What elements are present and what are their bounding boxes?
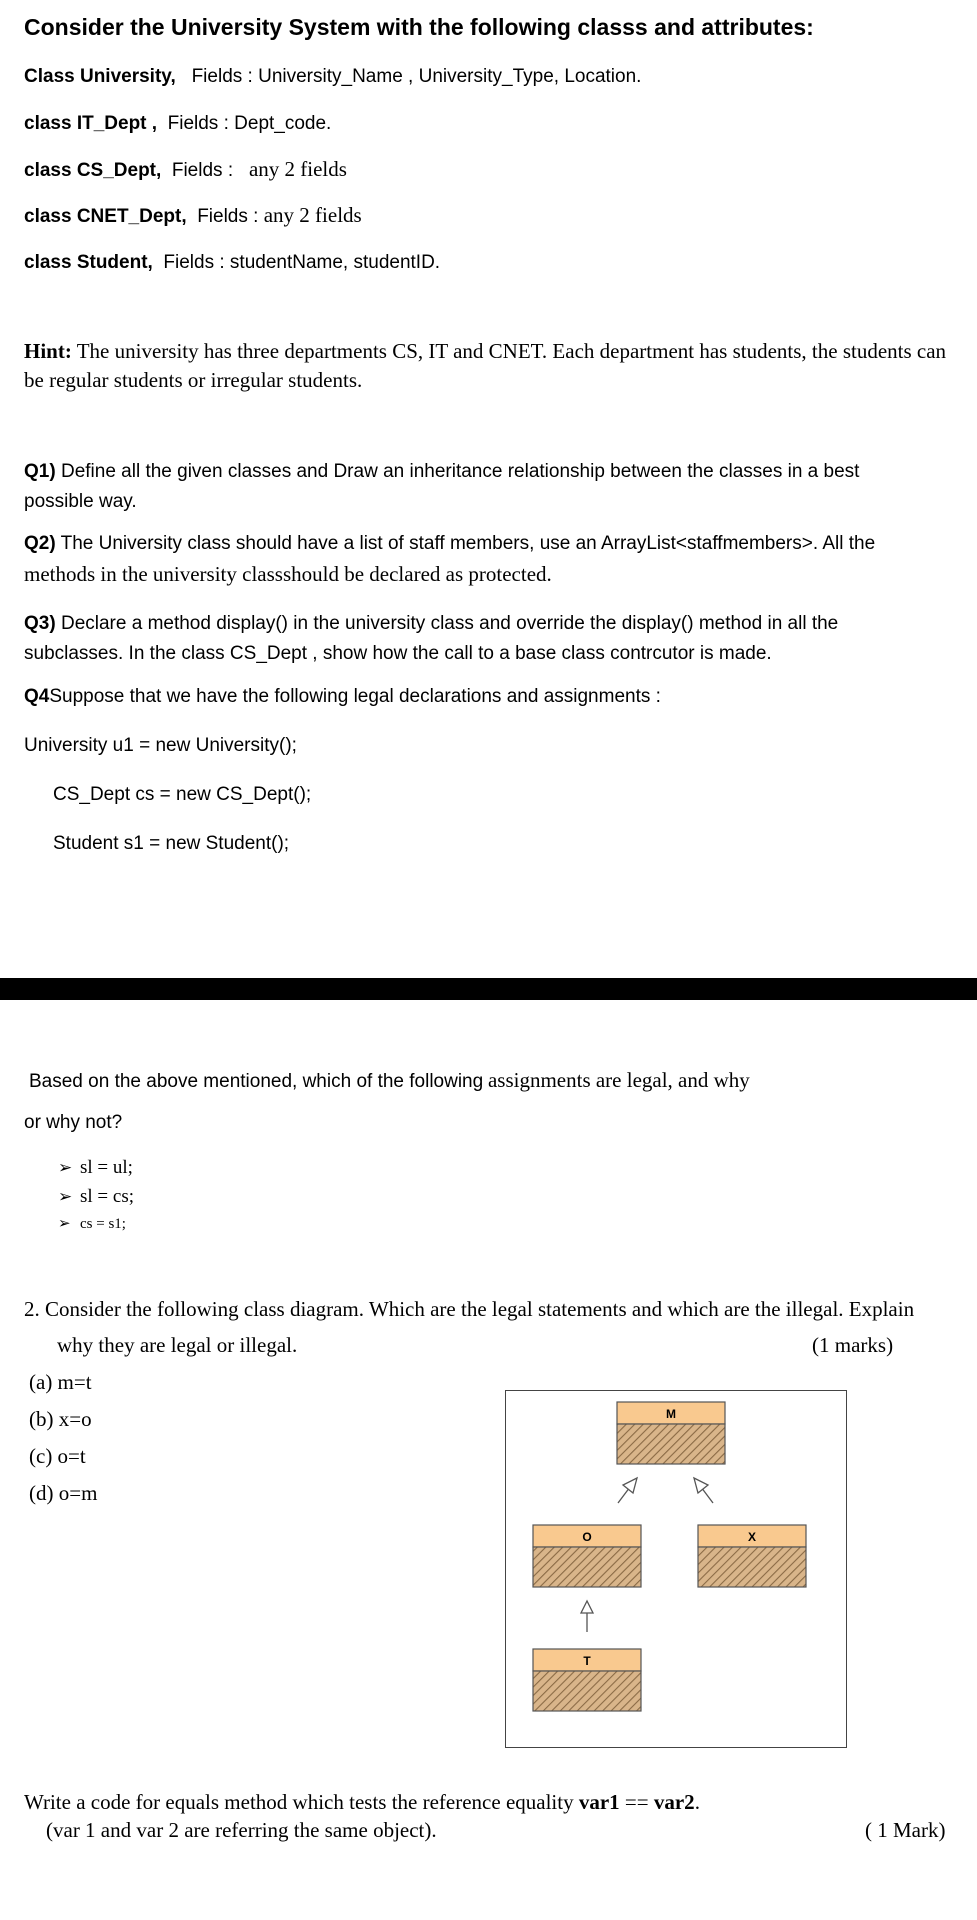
class-line-it-dept [24, 113, 331, 135]
q1-label: Q1) [24, 461, 56, 482]
marks-label: (1 marks) [812, 1333, 894, 1357]
q4-label: Q4 [24, 686, 50, 707]
inheritance-arrow-t-to-o [581, 1601, 593, 1632]
bullet-item [58, 1186, 134, 1208]
arrow-bullet-icon: ➢ [58, 1216, 71, 1232]
q1-text: Define all the given classes and Draw an inheritance relationship between the classes in a best possible way. [24, 461, 860, 512]
fields-value: studentName, studentID. [229, 252, 441, 273]
inheritance-arrow-o-to-m [618, 1478, 637, 1503]
class-diagram [505, 1390, 847, 1748]
fields-value: any 2 fields [263, 203, 362, 227]
class-name: class Student, [24, 252, 153, 273]
diagram-question-line-2: why they are legal or illegal. [57, 1333, 298, 1357]
class-name: class CS_Dept, [24, 160, 162, 181]
q2-label: Q2) [24, 533, 56, 554]
question-3 [24, 609, 924, 669]
uml-class-o [533, 1525, 641, 1587]
class-name: class CNET_Dept, [24, 206, 187, 227]
question-2-line-1 [24, 533, 875, 555]
option-c: (c) o=t [29, 1444, 86, 1468]
hint-paragraph [24, 337, 954, 395]
class-name: class IT_Dept , [24, 113, 158, 134]
class-name: Class University, [24, 66, 176, 87]
uml-class-t [533, 1649, 641, 1711]
period: . [694, 1790, 700, 1814]
var1-label: var1 [578, 1790, 620, 1814]
bullet-text: sl = ul; [80, 1157, 133, 1178]
uml-label-t: T [583, 1654, 591, 1668]
class-line-student [24, 252, 440, 274]
page-title: Consider the University System with the following classs and attributes: [24, 14, 814, 40]
bullet-item [58, 1214, 126, 1233]
class-diagram-svg [506, 1391, 845, 1746]
option-b: (b) x=o [29, 1407, 92, 1431]
q4-text: Suppose that we have the following legal declarations and assignments : [49, 686, 661, 707]
fields-label: Fields : [167, 113, 229, 134]
hint-label: Hint: [24, 339, 72, 363]
q2-text: The University class should have a list of staff members, use an ArrayList<staffmembers>. All the [60, 533, 876, 554]
var2-label: var2 [653, 1790, 695, 1814]
q3-text: Declare a method display() in the university class and override the display() method in all the subclasses. In the class CS_Dept , show how the call to a base class contrcutor is made. [24, 613, 839, 664]
fields-label: Fields : [163, 252, 225, 273]
option-a: (a) m=t [29, 1370, 92, 1394]
part2-text-a: Based on the above mentioned, which of the following [29, 1071, 484, 1092]
class-line-cs-dept [24, 157, 347, 182]
code-line: Student s1 = new Student(); [53, 833, 290, 854]
code-line: CS_Dept cs = new CS_Dept(); [53, 784, 312, 805]
fields-value: University_Name , University_Type, Location. [258, 66, 642, 87]
equals-text: Write a code for equals method which tests the reference equality [24, 1790, 574, 1814]
q3-label: Q3) [24, 613, 56, 634]
fields-value: any 2 fields [248, 157, 347, 181]
uml-class-m [617, 1402, 725, 1464]
bullet-text: sl = cs; [80, 1186, 134, 1207]
uml-label-m: M [666, 1407, 676, 1421]
part2-text-b: assignments are legal, and why [487, 1068, 750, 1092]
bullet-item [58, 1157, 133, 1179]
page-divider [0, 978, 977, 1000]
question-4 [24, 686, 661, 708]
hint-text: The university has three departments CS, IT and CNET. Each department has students, the students can be regular students or irregular students. [24, 339, 947, 392]
arrow-bullet-icon: ➢ [58, 1158, 73, 1177]
question-2-line-2: methods in the university classshould be declared as protected. [24, 562, 552, 586]
part2-line-2: or why not? [24, 1112, 123, 1133]
fields-label: Fields : [191, 66, 253, 87]
equals-marks-label: ( 1 Mark) [865, 1818, 946, 1842]
uml-class-x [698, 1525, 806, 1587]
question-1 [24, 457, 924, 517]
inheritance-arrow-x-to-m [694, 1478, 713, 1503]
equality-operator: == [624, 1790, 649, 1814]
uml-label-x: X [747, 1530, 757, 1544]
equals-question-line-2: (var 1 and var 2 are referring the same object). [46, 1818, 437, 1842]
fields-label: Fields : [171, 160, 234, 181]
code-line: University u1 = new University(); [24, 735, 297, 756]
fields-label: Fields : [197, 206, 259, 227]
fields-value: Dept_code. [234, 113, 332, 134]
arrow-bullet-icon: ➢ [58, 1187, 73, 1206]
option-d: (d) o=m [29, 1481, 98, 1505]
class-line-university [24, 66, 641, 88]
bullet-text: cs = s1; [80, 1216, 126, 1232]
equals-question-line-1 [24, 1790, 700, 1815]
part2-line-1 [29, 1068, 750, 1093]
uml-label-o: O [582, 1530, 592, 1544]
class-line-cnet-dept [24, 203, 362, 228]
diagram-question-line-1: 2. Consider the following class diagram. Which are the legal statements and which are the illegal. Explain [24, 1297, 915, 1321]
